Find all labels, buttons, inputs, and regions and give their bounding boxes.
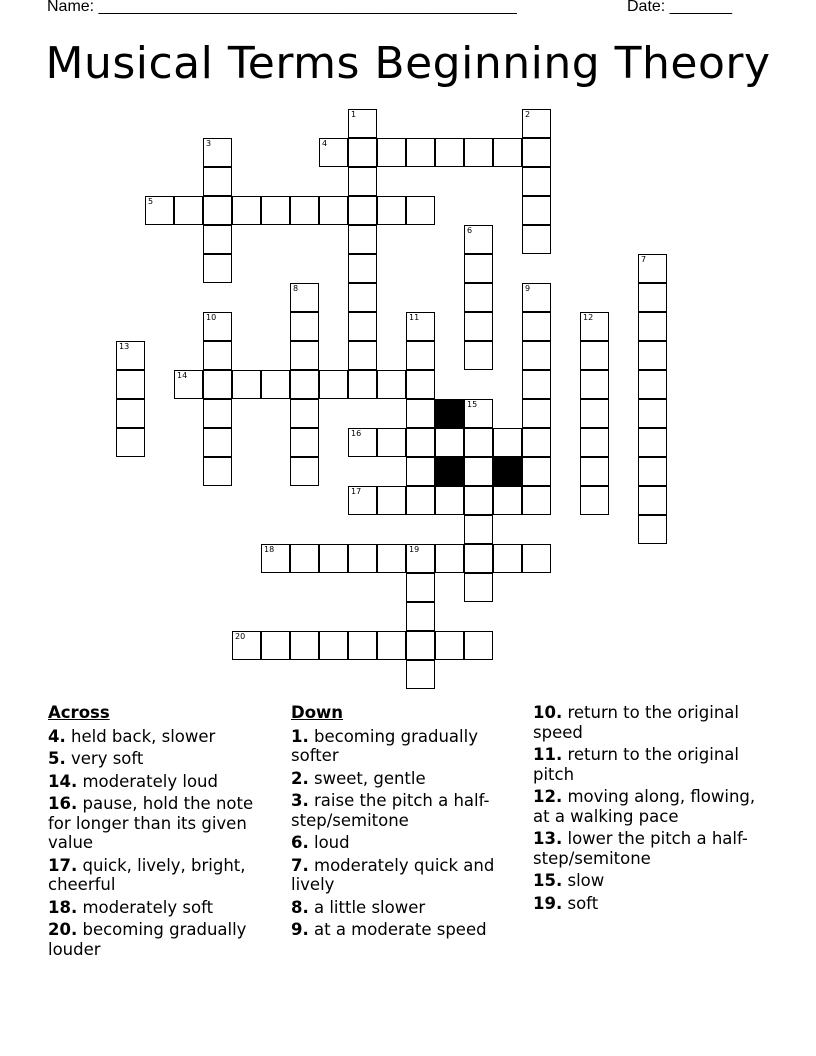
- grid-cell[interactable]: [348, 167, 377, 196]
- clue-item: [291, 833, 521, 853]
- clue-number: 19: [409, 545, 420, 554]
- clue-item: [291, 791, 521, 830]
- grid-cell[interactable]: [522, 283, 551, 312]
- clue-item: [533, 787, 768, 826]
- clue-text: slow: [562, 871, 605, 890]
- grid-cell[interactable]: [348, 544, 377, 573]
- grid-cell[interactable]: [319, 544, 348, 573]
- grid-cell[interactable]: [406, 486, 435, 515]
- black-cell: [493, 457, 522, 486]
- grid-cell[interactable]: [348, 428, 377, 457]
- grid-cell[interactable]: [464, 544, 493, 573]
- grid-cell[interactable]: [377, 138, 406, 167]
- grid-cell[interactable]: [232, 196, 261, 225]
- grid-cell[interactable]: [522, 225, 551, 254]
- grid-cell[interactable]: [493, 428, 522, 457]
- across-clue-list: [48, 727, 278, 960]
- grid-cell[interactable]: [348, 283, 377, 312]
- grid-cell[interactable]: [638, 283, 667, 312]
- grid-cell[interactable]: [464, 515, 493, 544]
- grid-cell[interactable]: [522, 544, 551, 573]
- grid-cell[interactable]: [638, 428, 667, 457]
- grid-cell[interactable]: [377, 486, 406, 515]
- grid-cell[interactable]: [203, 399, 232, 428]
- grid-cell[interactable]: [406, 602, 435, 631]
- grid-cell[interactable]: [116, 370, 145, 399]
- grid-cell[interactable]: [232, 370, 261, 399]
- grid-cell[interactable]: [580, 341, 609, 370]
- clue-number: 20: [235, 632, 246, 641]
- clue-text: quick, lively, bright, cheerful: [48, 855, 246, 894]
- grid-cell[interactable]: [406, 544, 435, 573]
- grid-cell[interactable]: [435, 544, 464, 573]
- grid-cell[interactable]: [522, 457, 551, 486]
- grid-cell[interactable]: [464, 225, 493, 254]
- grid-cell[interactable]: [406, 428, 435, 457]
- clue-number-label: 7.: [291, 855, 309, 875]
- clue-number: 1: [351, 110, 357, 119]
- grid-cell[interactable]: [638, 515, 667, 544]
- grid-cell[interactable]: [319, 138, 348, 167]
- grid-cell[interactable]: [290, 312, 319, 341]
- grid-cell[interactable]: [522, 109, 551, 138]
- grid-cell[interactable]: [145, 196, 174, 225]
- clue-number: 16: [351, 429, 362, 438]
- grid-cell[interactable]: [522, 428, 551, 457]
- grid-cell[interactable]: [290, 428, 319, 457]
- clue-number: 4: [322, 139, 328, 148]
- clue-item: [291, 920, 521, 940]
- grid-cell[interactable]: [464, 428, 493, 457]
- clue-number-label: 13.: [533, 829, 563, 848]
- clue-number: 14: [177, 371, 188, 380]
- grid-cell[interactable]: [435, 138, 464, 167]
- grid-cell[interactable]: [203, 167, 232, 196]
- grid-cell[interactable]: [580, 370, 609, 399]
- grid-cell[interactable]: [580, 312, 609, 341]
- clue-text: lower the pitch a half-step/semitone: [533, 829, 748, 868]
- grid-cell[interactable]: [261, 370, 290, 399]
- grid-cell[interactable]: [493, 486, 522, 515]
- clue-item: [291, 856, 521, 895]
- clue-text: moving along, flowing, at a walking pace: [533, 787, 756, 826]
- clue-item: [533, 703, 768, 742]
- grid-cell[interactable]: [290, 631, 319, 660]
- clue-number: 6: [467, 226, 473, 235]
- grid-cell[interactable]: [522, 167, 551, 196]
- grid-cell[interactable]: [522, 486, 551, 515]
- clue-item: [48, 749, 278, 769]
- grid-cell[interactable]: [406, 341, 435, 370]
- grid-cell[interactable]: [580, 399, 609, 428]
- clue-item: [291, 727, 521, 766]
- grid-cell[interactable]: [174, 196, 203, 225]
- clue-text: soft: [562, 893, 599, 913]
- grid-cell[interactable]: [377, 544, 406, 573]
- grid-cell[interactable]: [261, 544, 290, 573]
- grid-cell[interactable]: [406, 457, 435, 486]
- grid-cell[interactable]: [580, 486, 609, 515]
- grid-cell[interactable]: [464, 341, 493, 370]
- grid-cell[interactable]: [348, 631, 377, 660]
- clue-number-label: 19.: [533, 893, 563, 913]
- clue-text: a little slower: [308, 897, 426, 917]
- down-clue-list-continued: [533, 703, 768, 913]
- grid-cell[interactable]: [464, 457, 493, 486]
- grid-cell[interactable]: [464, 631, 493, 660]
- grid-cell[interactable]: [406, 631, 435, 660]
- clue-text: held back, slower: [65, 726, 216, 746]
- clue-item: [291, 769, 521, 789]
- grid-cell[interactable]: [522, 196, 551, 225]
- grid-cell[interactable]: [435, 428, 464, 457]
- grid-cell[interactable]: [522, 370, 551, 399]
- clue-number-label: 17.: [48, 855, 78, 875]
- grid-cell[interactable]: [319, 196, 348, 225]
- grid-cell[interactable]: [493, 138, 522, 167]
- black-cell: [435, 399, 464, 428]
- clue-number: 9: [525, 284, 531, 293]
- grid-cell[interactable]: [203, 370, 232, 399]
- grid-cell[interactable]: [290, 370, 319, 399]
- grid-cell[interactable]: [290, 283, 319, 312]
- clue-number-label: 2.: [291, 768, 309, 788]
- black-cell: [435, 457, 464, 486]
- grid-cell[interactable]: [348, 370, 377, 399]
- clue-item: [48, 772, 278, 792]
- clue-text: pause, hold the note for longer than its given value: [48, 794, 254, 852]
- grid-cell[interactable]: [290, 399, 319, 428]
- grid-cell[interactable]: [348, 138, 377, 167]
- grid-cell[interactable]: [348, 109, 377, 138]
- clue-number: 12: [583, 313, 594, 322]
- grid-cell[interactable]: [377, 196, 406, 225]
- clue-number-label: 15.: [533, 871, 563, 890]
- grid-cell[interactable]: [464, 138, 493, 167]
- down-clues: [291, 703, 521, 943]
- grid-cell[interactable]: [203, 254, 232, 283]
- grid-cell[interactable]: [319, 631, 348, 660]
- clue-text: moderately loud: [77, 771, 218, 791]
- grid-cell[interactable]: [348, 196, 377, 225]
- grid-cell[interactable]: [348, 341, 377, 370]
- across-clues: [48, 703, 278, 962]
- clue-text: at a moderate speed: [308, 920, 487, 939]
- grid-cell[interactable]: [638, 399, 667, 428]
- grid-cell[interactable]: [203, 457, 232, 486]
- grid-cell[interactable]: [464, 573, 493, 602]
- down-clues-continued: [533, 703, 768, 916]
- clue-number: 3: [206, 139, 212, 148]
- grid-cell[interactable]: [464, 254, 493, 283]
- grid-cell[interactable]: [232, 631, 261, 660]
- grid-cell[interactable]: [116, 341, 145, 370]
- grid-cell[interactable]: [261, 631, 290, 660]
- clue-number: 8: [293, 284, 299, 293]
- clue-text: moderately quick and lively: [291, 855, 495, 894]
- clue-number-label: 3.: [291, 791, 309, 810]
- clue-text: becoming gradually softer: [291, 726, 478, 765]
- clue-number: 2: [525, 110, 531, 119]
- grid-cell[interactable]: [638, 312, 667, 341]
- clue-number-label: 11.: [533, 745, 563, 764]
- grid-cell[interactable]: [406, 370, 435, 399]
- clue-number-label: 20.: [48, 920, 78, 939]
- clue-number-label: 5.: [48, 749, 66, 768]
- clue-text: return to the original speed: [533, 703, 739, 742]
- clue-number-label: 4.: [48, 726, 66, 746]
- grid-cell[interactable]: [522, 138, 551, 167]
- grid-cell[interactable]: [290, 544, 319, 573]
- grid-cell[interactable]: [116, 399, 145, 428]
- grid-cell[interactable]: [406, 573, 435, 602]
- grid-cell[interactable]: [464, 312, 493, 341]
- clue-item: [48, 920, 278, 959]
- clue-item: [48, 794, 278, 853]
- clue-item: [291, 898, 521, 918]
- grid-cell[interactable]: [522, 312, 551, 341]
- clue-text: return to the original pitch: [533, 745, 739, 784]
- clue-number-label: 12.: [533, 787, 563, 806]
- clue-number-label: 18.: [48, 897, 78, 917]
- clue-number: 10: [206, 313, 217, 322]
- grid-cell[interactable]: [261, 196, 290, 225]
- grid-cell[interactable]: [203, 312, 232, 341]
- clue-item: [533, 829, 768, 868]
- clue-item: [48, 898, 278, 918]
- grid-cell[interactable]: [580, 457, 609, 486]
- grid-cell[interactable]: [493, 544, 522, 573]
- clue-text: raise the pitch a half-step/semitone: [291, 791, 490, 830]
- grid-cell[interactable]: [406, 399, 435, 428]
- grid-cell[interactable]: [174, 370, 203, 399]
- clue-text: sweet, gentle: [308, 768, 426, 788]
- grid-cell[interactable]: [203, 341, 232, 370]
- grid-cell[interactable]: [348, 225, 377, 254]
- clue-number: 17: [351, 487, 362, 496]
- grid-cell[interactable]: [348, 486, 377, 515]
- grid-cell[interactable]: [638, 341, 667, 370]
- grid-cell[interactable]: [435, 486, 464, 515]
- clue-number-label: 14.: [48, 771, 78, 791]
- grid-cell[interactable]: [464, 283, 493, 312]
- grid-cell[interactable]: [638, 457, 667, 486]
- grid-cell[interactable]: [522, 341, 551, 370]
- grid-cell[interactable]: [290, 457, 319, 486]
- grid-cell[interactable]: [319, 370, 348, 399]
- grid-cell[interactable]: [348, 312, 377, 341]
- grid-cell[interactable]: [580, 428, 609, 457]
- grid-cell[interactable]: [464, 399, 493, 428]
- clue-number-label: 9.: [291, 920, 309, 939]
- clue-number: 13: [119, 342, 130, 351]
- grid-cell[interactable]: [522, 399, 551, 428]
- across-heading: Across: [48, 703, 110, 722]
- clue-number: 5: [148, 197, 154, 206]
- clue-item: [533, 871, 768, 891]
- clue-item: [533, 745, 768, 784]
- grid-cell[interactable]: [464, 486, 493, 515]
- clue-item: [533, 894, 768, 914]
- down-clue-list: [291, 727, 521, 940]
- clue-number-label: 1.: [291, 726, 309, 746]
- clue-number-label: 6.: [291, 833, 309, 852]
- clue-number: 15: [467, 400, 478, 409]
- grid-cell[interactable]: [406, 138, 435, 167]
- grid-cell[interactable]: [203, 138, 232, 167]
- clue-text: very soft: [65, 749, 144, 768]
- grid-cell[interactable]: [406, 312, 435, 341]
- grid-cell[interactable]: [377, 631, 406, 660]
- grid-cell[interactable]: [406, 196, 435, 225]
- clue-item: [48, 727, 278, 747]
- clue-text: moderately soft: [77, 897, 214, 917]
- clue-text: becoming gradually louder: [48, 920, 247, 959]
- grid-cell[interactable]: [116, 428, 145, 457]
- date-field[interactable]: Date: _______: [627, 0, 732, 15]
- page-title: Musical Terms Beginning Theory: [45, 38, 771, 89]
- grid-cell[interactable]: [406, 660, 435, 689]
- clue-number: 7: [641, 255, 647, 264]
- clue-number-label: 8.: [291, 897, 309, 917]
- grid-cell[interactable]: [203, 196, 232, 225]
- clue-text: loud: [308, 833, 350, 852]
- down-heading: Down: [291, 703, 344, 722]
- clue-number: 11: [409, 313, 420, 322]
- grid-cell[interactable]: [290, 196, 319, 225]
- grid-cell[interactable]: [638, 254, 667, 283]
- grid-cell[interactable]: [348, 254, 377, 283]
- grid-cell[interactable]: [435, 631, 464, 660]
- grid-cell[interactable]: [290, 341, 319, 370]
- grid-cell[interactable]: [377, 370, 406, 399]
- grid-cell[interactable]: [377, 428, 406, 457]
- grid-cell[interactable]: [203, 428, 232, 457]
- clue-number: 18: [264, 545, 275, 554]
- clue-number-label: 10.: [533, 703, 563, 722]
- grid-cell[interactable]: [638, 486, 667, 515]
- clue-item: [48, 856, 278, 895]
- clue-number-label: 16.: [48, 794, 78, 813]
- grid-cell[interactable]: [203, 225, 232, 254]
- name-field[interactable]: Name: _______________________________________________: [47, 0, 517, 15]
- grid-cell[interactable]: [638, 370, 667, 399]
